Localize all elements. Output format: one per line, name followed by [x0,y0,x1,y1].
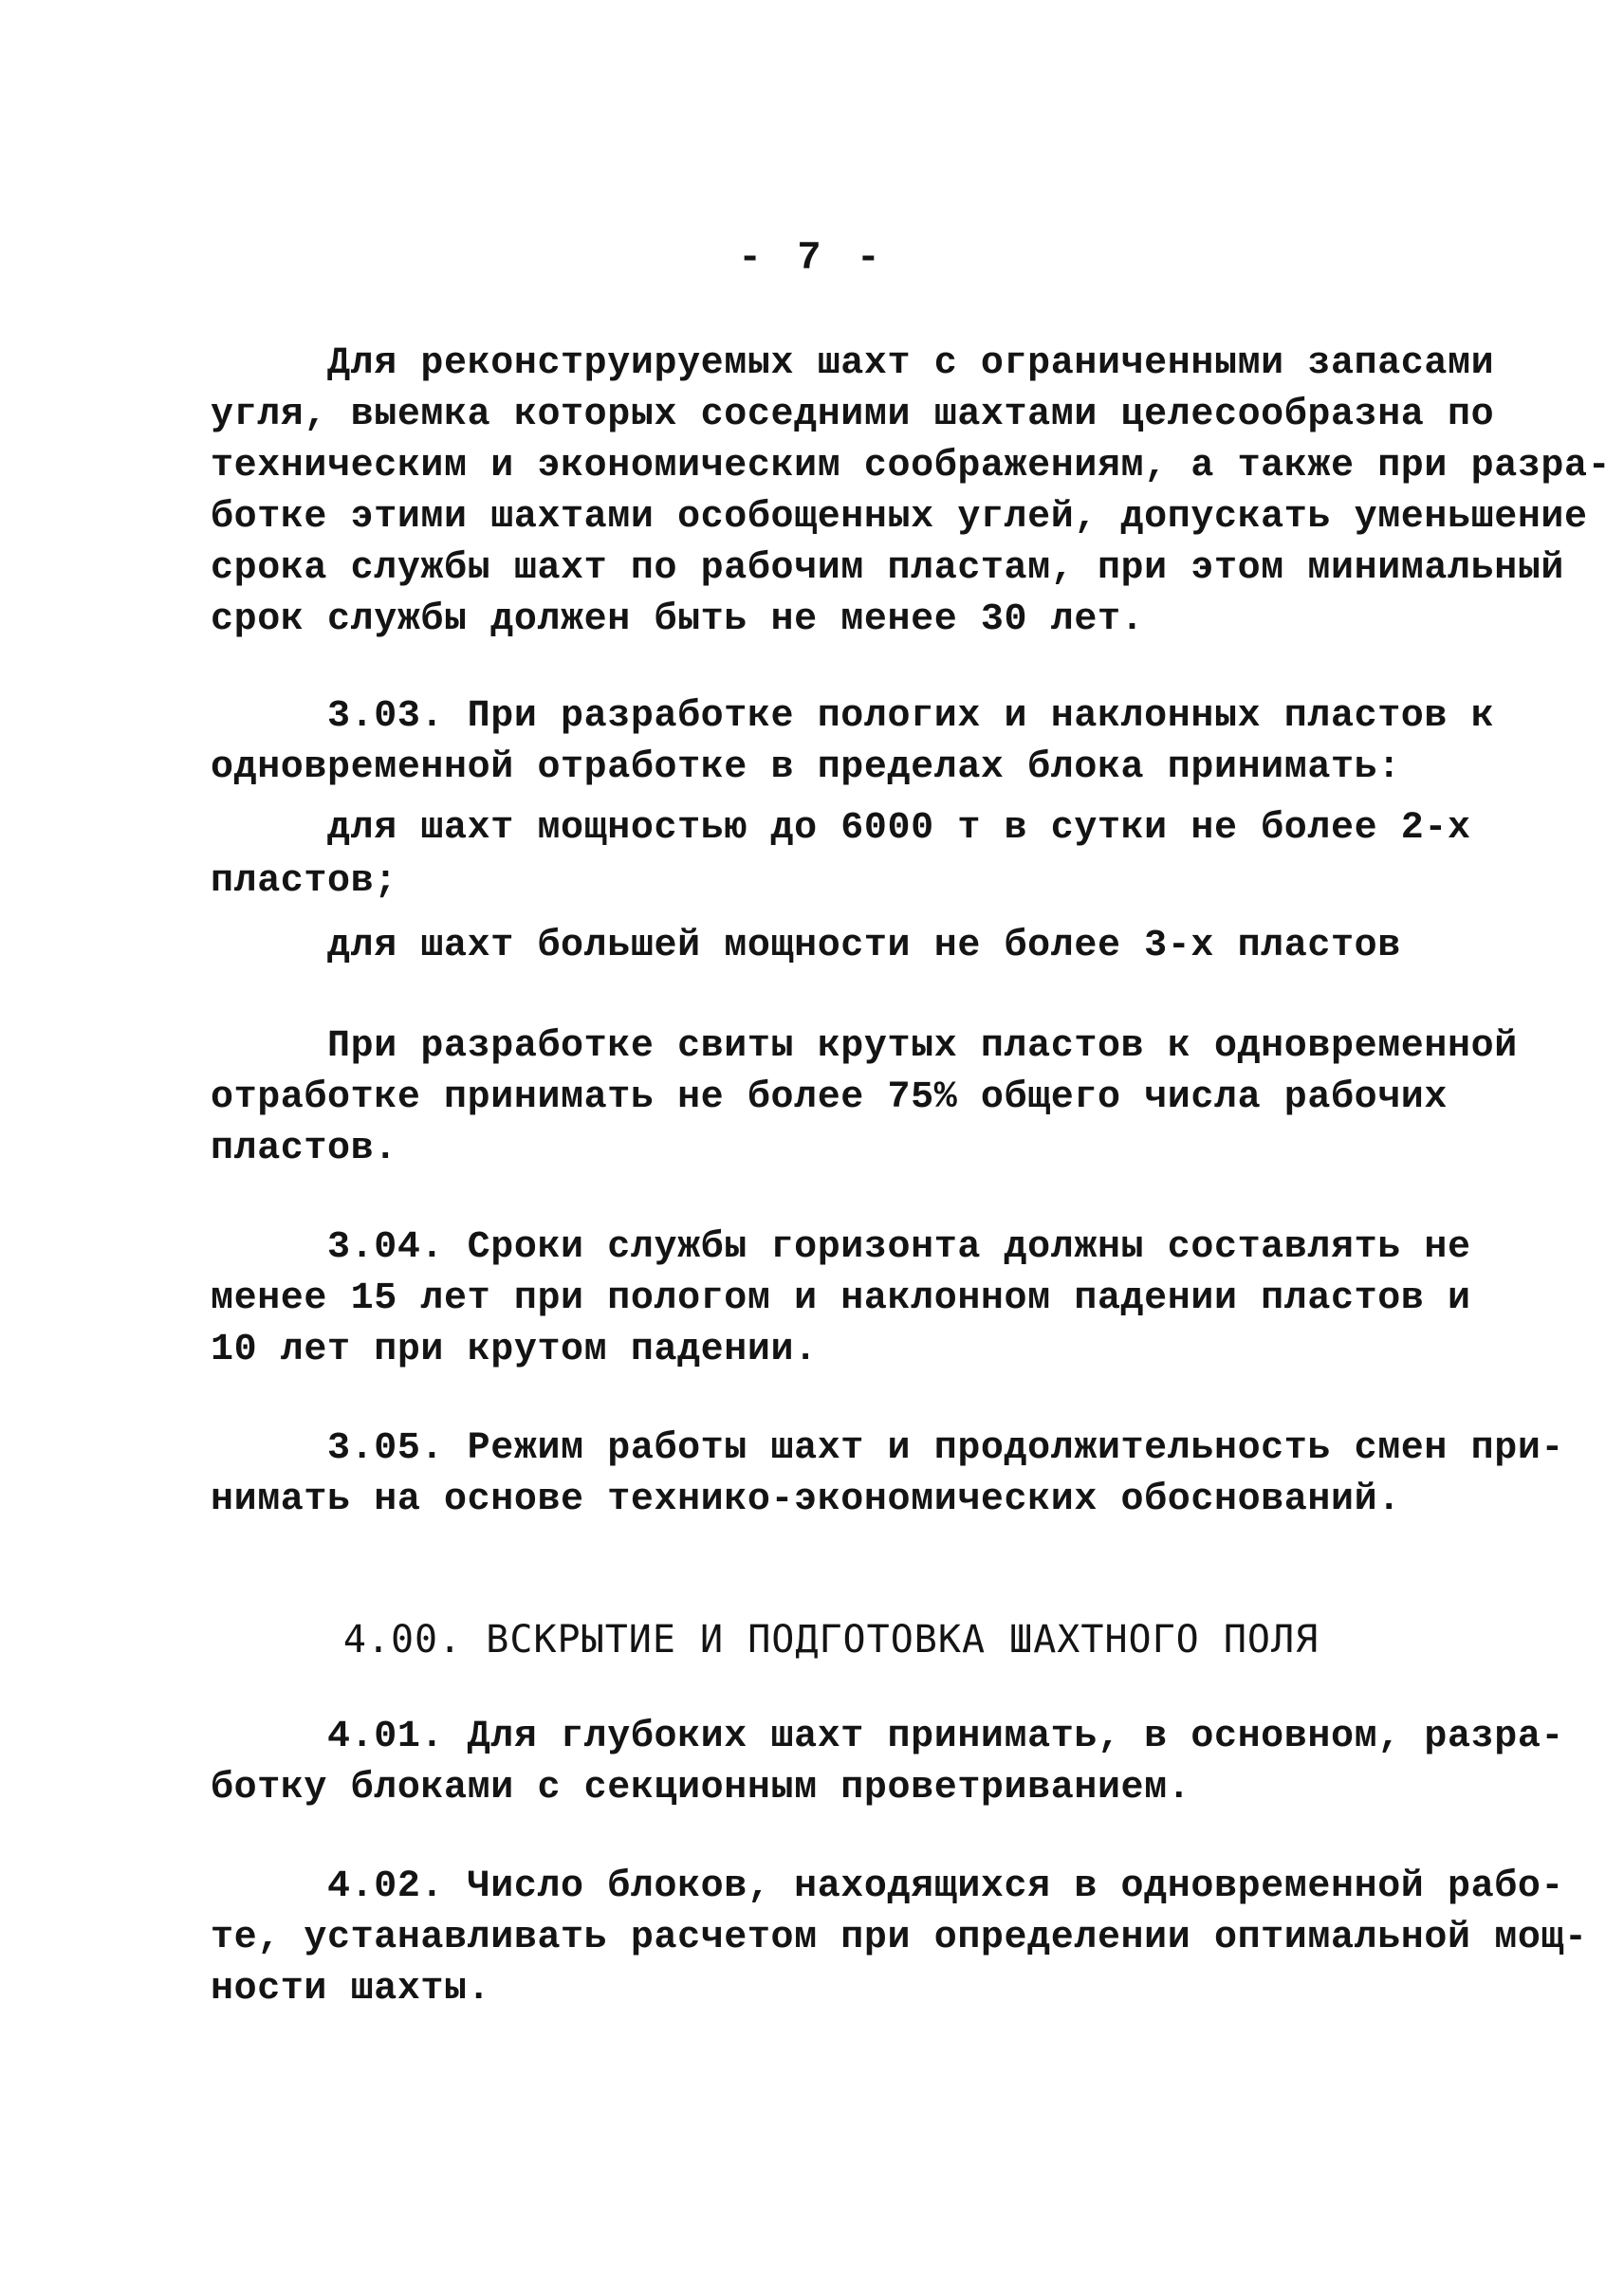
text-line: Для реконструируемых шахт с ограниченными запасами [211,342,1495,385]
text-line: 3.04. Сроки службы горизонта должны составлять не [211,1226,1471,1269]
text-line: ности шахты. [211,1968,491,2011]
text-line: При разработке свиты крутых пластов к одновременной [211,1025,1518,1068]
text-line: 3.05. Режим работы шахт и продолжительность смен при- [211,1427,1565,1470]
text-line: техническим и экономическим соображениям, а также при разра- [211,445,1612,487]
text-line: менее 15 лет при пологом и наклонном падении пластов и [211,1277,1471,1320]
page-number: - 7 - [737,235,887,281]
text-line: ботке этими шахтами особощенных углей, допускать уменьшение [211,496,1588,539]
text-line: 4.02. Число блоков, находящихся в одновременной рабо- [211,1865,1565,1908]
text-line: угля, выемка которых соседними шахтами целесообразна по [211,394,1495,436]
text-line: ботку блоками с секционным проветриванием. [211,1767,1191,1809]
text-line: для шахт большей мощности не более 3-х пластов [211,925,1401,967]
text-line: пластов. [211,1128,397,1170]
text-line: одновременной отработке в пределах блока принимать: [211,746,1401,789]
text-line: нимать на основе технико-экономических обоснований. [211,1479,1401,1521]
text-line: 10 лет при крутом падении. [211,1329,818,1371]
text-line: срока службы шахт по рабочим пластам, при этом минимальный [211,547,1565,590]
section-heading: 4.00. ВСКРЫТИЕ И ПОДГОТОВКА ШАХТНОГО ПОЛЯ [342,1618,1320,1662]
text-line: для шахт мощностью до 6000 т в сутки не более 2-х [211,807,1471,850]
text-line: пластов; [211,860,397,903]
text-line: отработке принимать не более 75% общего числа рабочих [211,1076,1449,1119]
text-line: те, устанавливать расчетом при определении оптимальной мощ- [211,1917,1588,1959]
text-line: срок службы должен быть не менее 30 лет. [211,598,1145,641]
text-line: 4.01. Для глубоких шахт принимать, в основном, разра- [211,1716,1565,1758]
text-line: 3.03. При разработке пологих и наклонных пластов к [211,695,1495,738]
